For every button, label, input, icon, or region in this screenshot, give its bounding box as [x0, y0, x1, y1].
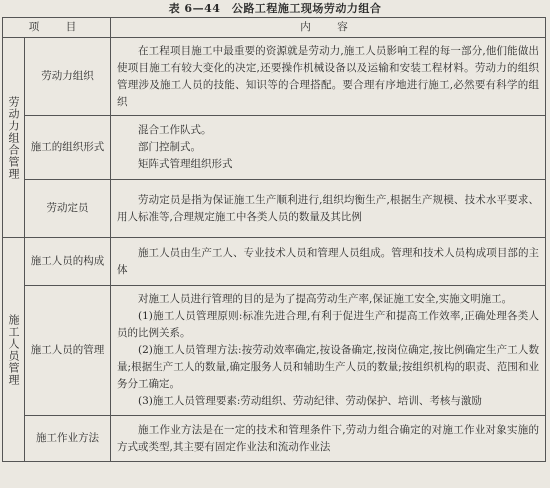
content-paragraph: 劳动定员是指为保证施工生产顺利进行,组织均衡生产,根据生产规模、技术水平要求、用人标准等,合理规定施工中各类人员的数量及其比例: [117, 193, 539, 223]
table-row: [3, 38, 546, 116]
header-item: 项 目: [3, 18, 111, 38]
table-row: [3, 116, 546, 180]
group-label-staff-management: 施工人员管理: [3, 238, 25, 462]
row-content: [111, 116, 546, 180]
header-content: 内 容: [111, 18, 546, 38]
labor-table: [2, 17, 546, 462]
content-paragraph: 在工程项目施工中最重要的资源就是劳动力,施工人员影响工程的每一部分,他们能做出使项目施工有较大变化的决定,还要操作机械设备以及运输和安装工程材料。劳动力的组织管理涉及施工人员的技能、知识等的合理搭配。要合理有序地进行施工,必然要有科学的组织: [117, 44, 539, 108]
content-paragraph: 混合工作队式。: [138, 124, 212, 136]
row-item: 劳动力组织: [25, 38, 111, 116]
content-paragraph: (3)施工人员管理要素:劳动组织、劳动纪律、劳动保护、培训、考核与激励: [138, 395, 482, 407]
header-row: [3, 18, 546, 38]
row-content: [111, 416, 546, 462]
row-content: [111, 238, 546, 286]
table-row: [3, 286, 546, 416]
table-title: 表 6—44 公路工程施工现场劳动力组合: [168, 2, 382, 15]
table-row: [3, 180, 546, 238]
content-paragraph: 部门控制式。: [138, 141, 201, 153]
group-label-labor-combination: 劳动力组合管理: [3, 38, 25, 238]
row-content: [111, 180, 546, 238]
row-item: 施工人员的构成: [25, 238, 111, 286]
row-item: 施工人员的管理: [25, 286, 111, 416]
content-paragraph: 施工人员由生产工人、专业技术人员和管理人员组成。管理和技术人员构成项目部的主体: [117, 246, 539, 276]
content-paragraph: 施工作业方法是在一定的技术和管理条件下,劳动力组合确定的对施工作业对象实施的方式或类型,其主要有固定作业法和流动作业法: [117, 423, 539, 453]
content-paragraph: 矩阵式管理组织形式: [138, 158, 233, 170]
row-content: [111, 286, 546, 416]
content-paragraph: 对施工人员进行管理的目的是为了提高劳动生产率,保证施工安全,实施文明施工。: [138, 293, 513, 305]
row-item: 劳动定员: [25, 180, 111, 238]
row-item: 施工作业方法: [25, 416, 111, 462]
row-item: 施工的组织形式: [25, 116, 111, 180]
table-row: [3, 416, 546, 462]
table-row: [3, 238, 546, 286]
row-content: [111, 38, 546, 116]
content-paragraph: (1)施工人员管理原则:标准先进合理,有利于促进生产和提高工作效率,正确处理各类人员的比例关系。: [117, 310, 539, 339]
content-paragraph: (2)施工人员管理方法:按劳动效率确定,按设备确定,按岗位确定,按比例确定生产工人数量;根据生产工人的数量,确定服务人员和辅助生产人员的数量;按组织机构的职责、范围和业务分工确定。: [117, 344, 539, 390]
